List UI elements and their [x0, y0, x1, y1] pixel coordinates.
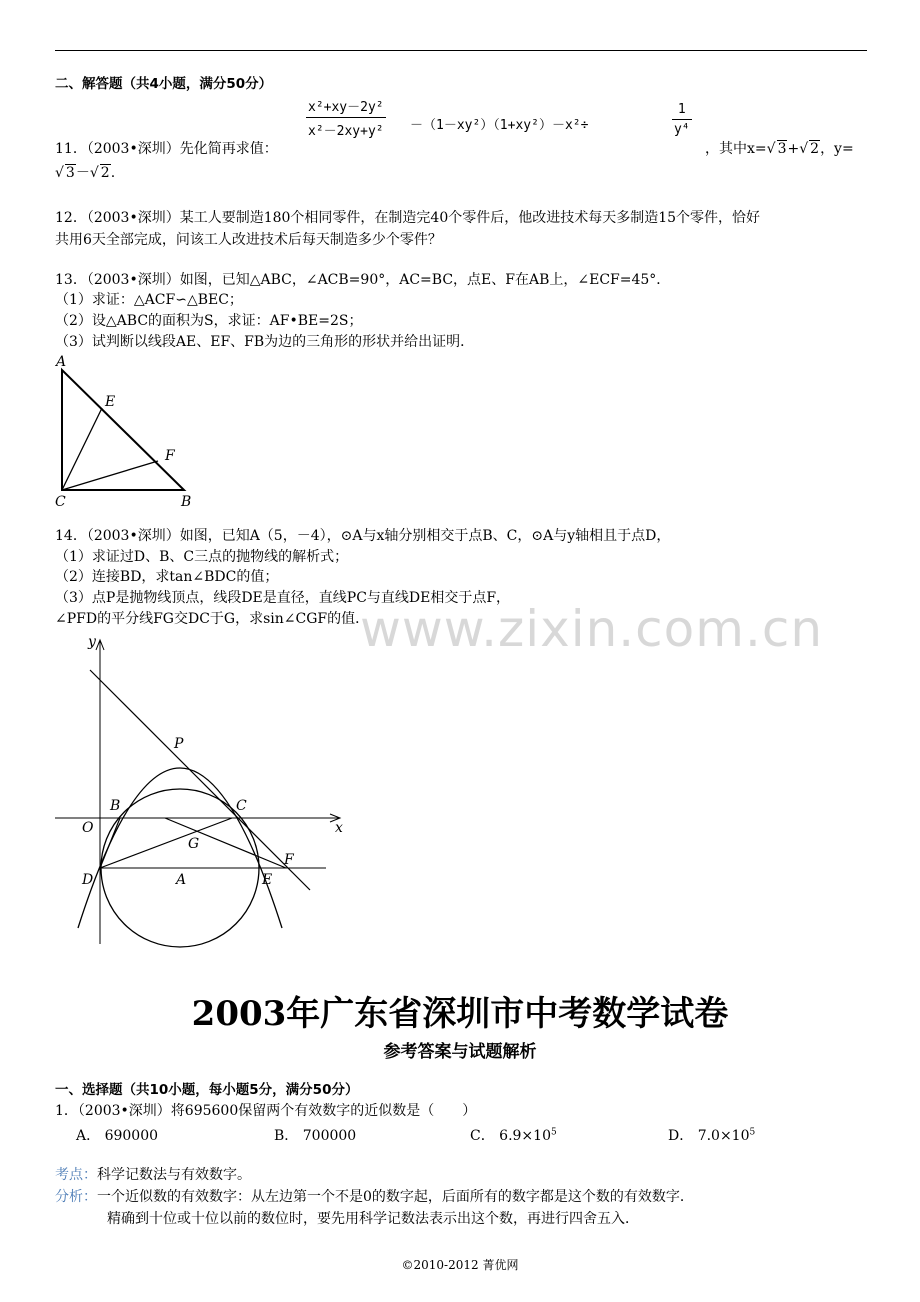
label-e: E	[262, 872, 273, 888]
fraction-bar	[306, 117, 386, 118]
label-b: B	[110, 798, 121, 814]
q14-line-3: （2）连接BD，求tan∠BDC的值；	[55, 569, 279, 585]
segment-ce	[62, 408, 102, 490]
label-g: G	[188, 836, 200, 852]
q11-frac-denominator: x²－2xy+y²	[308, 124, 384, 139]
q1-option-d	[668, 1125, 755, 1145]
option-exponent: 5	[550, 1127, 557, 1138]
q11-fraction-1	[306, 96, 386, 139]
radical-icon: √	[55, 165, 64, 181]
q11-fraction-2	[672, 102, 692, 137]
q1-option-c	[470, 1125, 557, 1145]
segment-bd	[100, 818, 120, 868]
option-key: D．	[668, 1128, 694, 1144]
option-exponent: 5	[749, 1127, 756, 1138]
q13-triangle-figure	[50, 352, 210, 512]
fenxi-label: 分析：	[55, 1189, 97, 1205]
fenxi-row	[55, 1187, 694, 1207]
q14-line-5: ∠PFD的平分线FG交DC于G，求sin∠CGF的值．	[55, 611, 370, 627]
q11-frac2-denominator: y⁴	[674, 122, 690, 137]
radical-icon: √	[766, 141, 776, 157]
q11-frac-numerator: x²+xy－2y²	[308, 100, 384, 115]
q11-prefix: 11．（2003•深圳）先化简再求值：	[55, 141, 278, 157]
q11-condition	[705, 138, 854, 158]
q14-line-2: （1）求证过D、B、C三点的抛物线的解析式；	[55, 549, 349, 565]
q1-stem: 1．（2003•深圳）将695600保留两个有效数字的近似数是（ ）	[55, 1103, 477, 1119]
q11-middle-expression: －（1－xy²）（1+xy²）－x²÷	[410, 118, 589, 133]
radical-icon: √	[89, 165, 99, 181]
q13-line-4: （3）试判断以线段AE、EF、FB为边的三角形的形状并给出证明．	[55, 334, 475, 350]
answer-title: 2003年广东省深圳市中考数学试卷	[191, 994, 729, 1034]
radical-icon: √	[799, 141, 809, 157]
q1-option-b	[274, 1125, 356, 1145]
q11-y-label: ，y=	[820, 141, 854, 157]
option-key: C．	[470, 1128, 495, 1144]
label-d: D	[82, 872, 94, 888]
q13-line-1: 13．（2003•深圳）如图，已知△ABC，∠ACB=90°，AC=BC，点E、F在AB上，∠ECF=45°．	[55, 272, 671, 288]
fraction-bar	[672, 119, 692, 120]
option-value: 700000	[302, 1128, 357, 1144]
q11-x-sqrt-b: 2	[810, 141, 820, 157]
label-c: C	[55, 494, 66, 510]
kaodian-row	[55, 1165, 251, 1185]
label-f: F	[165, 448, 175, 464]
label-b: B	[181, 494, 192, 510]
label-c: C	[236, 798, 247, 814]
q1-option-a	[76, 1125, 158, 1145]
q11-y-value	[55, 162, 115, 182]
fenxi-text-2: 精确到十位或十位以前的数位时，要先用科学记数法表示出这个数，再进行四舍五入．	[107, 1211, 639, 1227]
q11-end: .	[110, 165, 116, 181]
q11-frac2-numerator: 1	[677, 102, 686, 117]
label-y: y	[88, 634, 96, 650]
header-rule	[55, 50, 867, 51]
q11-y-minus: －	[75, 165, 90, 181]
segment-fg	[165, 818, 286, 868]
watermark: www.zixin.com.cn	[360, 600, 824, 658]
q14-line-1: 14．（2003•深圳）如图，已知A（5，－4），⊙A与x轴分别相交于点B、C，⊙A与y轴相且于点D，	[55, 528, 671, 544]
line-pc	[90, 670, 310, 890]
footer-copyright: ©2010-2012 菁优网	[401, 1258, 519, 1272]
label-a: A	[56, 354, 67, 370]
option-value: 6.9×10	[499, 1128, 551, 1144]
section-2-heading: 二、解答题（共4小题，满分50分）	[55, 76, 273, 92]
kaodian-label: 考点：	[55, 1167, 97, 1183]
label-f: F	[284, 852, 294, 868]
label-a: A	[176, 872, 187, 888]
q13-line-3: （2）设△ABC的面积为S，求证：AF•BE=2S；	[55, 313, 363, 329]
q14-line-4: （3）点P是抛物线顶点，线段DE是直径，直线PC与直线DE相交于点F，	[55, 590, 511, 606]
label-x: x	[335, 820, 343, 836]
q13-line-2: （1）求证：△ACF∽△BEC；	[55, 292, 243, 308]
label-o: O	[82, 820, 94, 836]
label-p: P	[174, 736, 184, 752]
option-key: A．	[76, 1128, 101, 1144]
q11-suffix: ，其中x=	[705, 141, 767, 157]
q12-line-1: 12．（2003•深圳）某工人要制造180个相同零件，在制造完40个零件后，他改进技术每天多制造15个零件，恰好	[55, 210, 761, 226]
q11-x-plus: +	[787, 141, 800, 157]
option-key: B．	[274, 1128, 299, 1144]
segment-dc	[100, 818, 232, 868]
q11-y-sqrt-b: 2	[100, 165, 110, 181]
q11-y-sqrt-a: 3	[65, 165, 75, 181]
section-1-heading: 一、选择题（共10小题，每小题5分，满分50分）	[55, 1082, 359, 1098]
q11-x-sqrt-a: 3	[777, 141, 787, 157]
option-value: 690000	[104, 1128, 159, 1144]
q12-line-2: 共用6天全部完成，问该工人改进技术后每天制造多少个零件？	[55, 232, 442, 248]
answer-subtitle: 参考答案与试题解析	[383, 1042, 537, 1062]
kaodian-text: 科学记数法与有效数字。	[97, 1167, 251, 1183]
label-e: E	[105, 394, 116, 410]
option-value: 7.0×10	[697, 1128, 750, 1144]
q14-parabola-figure	[50, 628, 360, 948]
segment-cf	[62, 461, 158, 490]
fenxi-text-1: 一个近似数的有效数字：从左边第一个不是0的数字起，后面所有的数字都是这个数的有效数字．	[97, 1189, 694, 1205]
